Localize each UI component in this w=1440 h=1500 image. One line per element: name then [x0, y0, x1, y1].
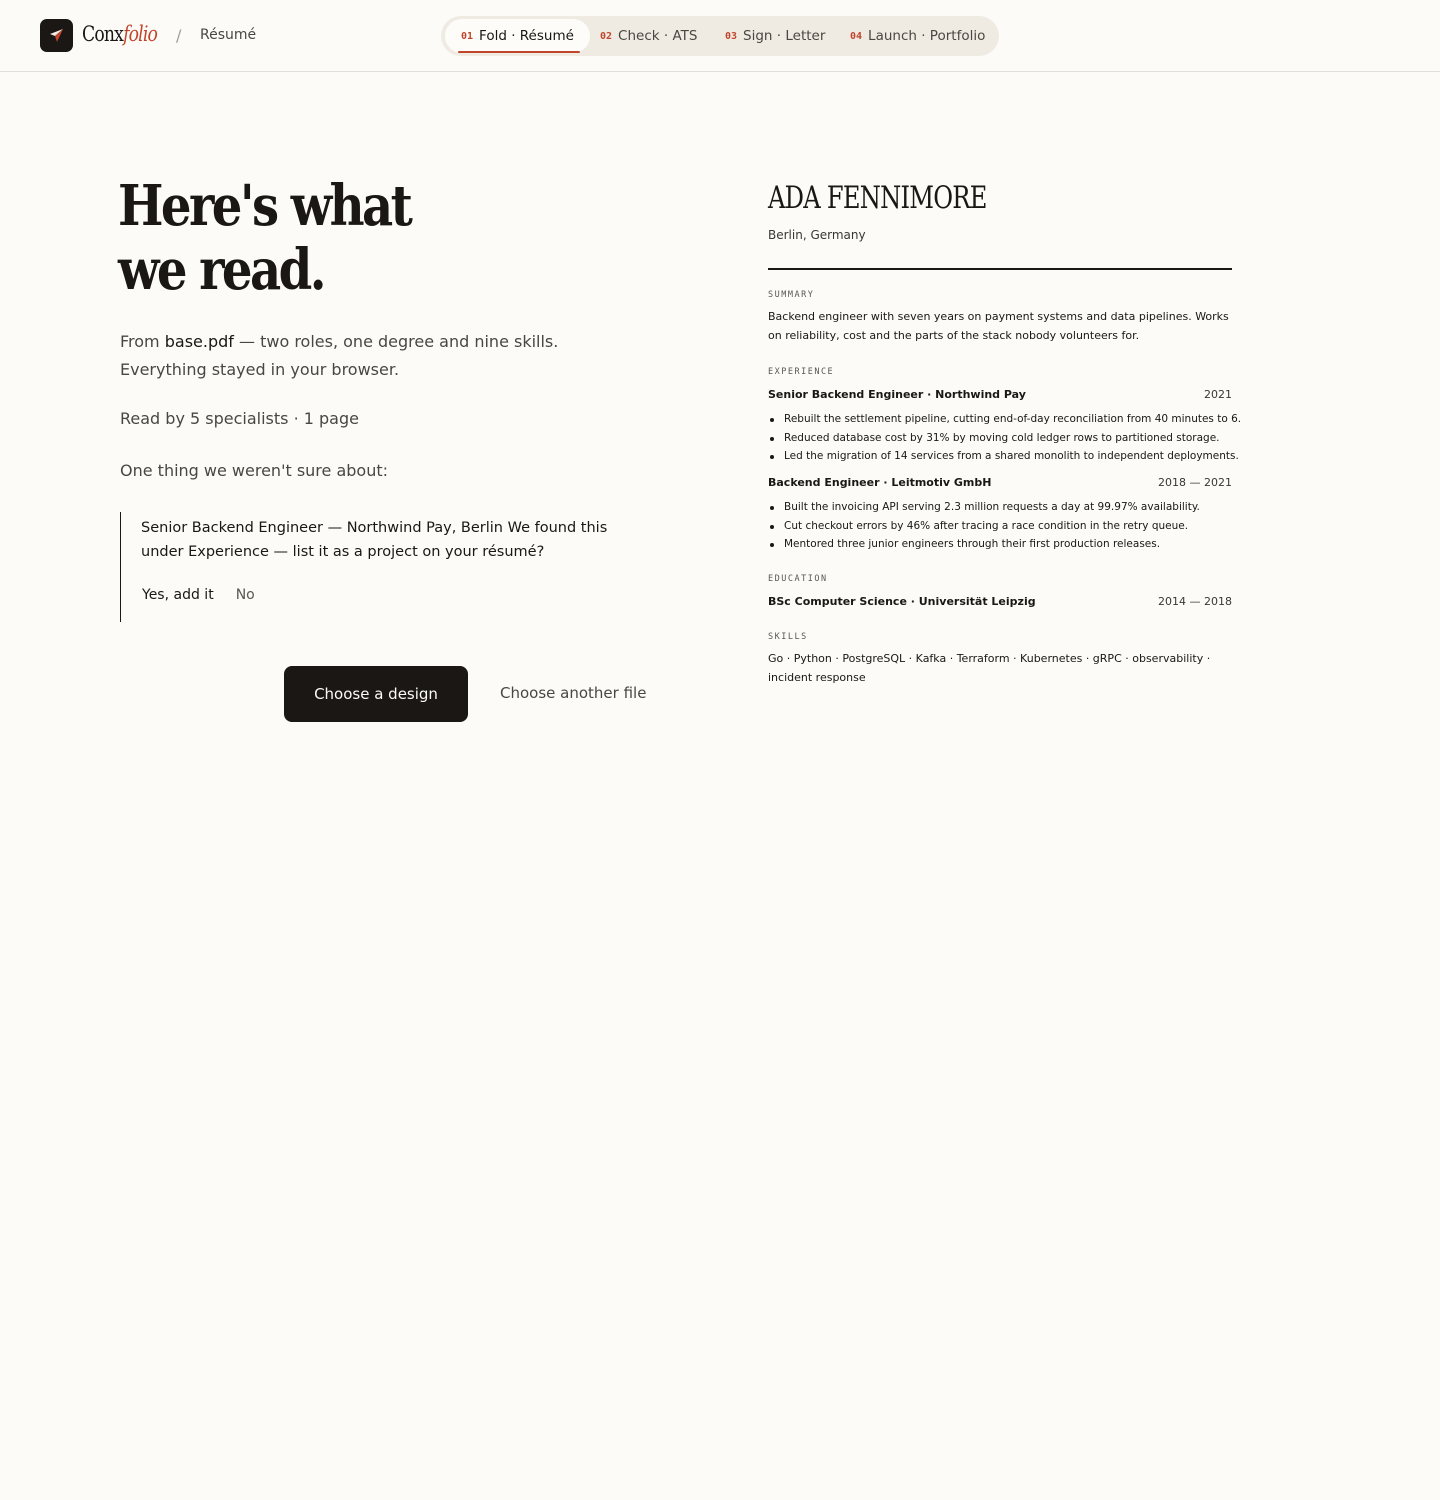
- step-label: Check · ATS: [618, 28, 698, 44]
- education-dates: 2014 — 2018: [1158, 595, 1232, 608]
- degree-title: BSc Computer Science · Universität Leipzig: [768, 595, 1036, 608]
- brand-accent: folio: [123, 22, 158, 46]
- tab-fold-resume[interactable]: [445, 19, 590, 53]
- yes-add-button[interactable]: Yes, add it: [142, 587, 214, 603]
- choose-another-file-link[interactable]: Choose another file: [500, 684, 647, 702]
- source-file-name: base.pdf: [164, 332, 234, 351]
- question-role: Senior Backend Engineer — Northwind Pay, Berlin: [141, 520, 503, 536]
- resume-location: Berlin, Germany: [768, 228, 866, 242]
- job-dates: 2018 — 2021: [1158, 476, 1232, 489]
- uncertain-label: One thing we weren't sure about:: [120, 461, 389, 480]
- tab-check-ats[interactable]: [584, 19, 713, 53]
- tab-launch-portfolio[interactable]: [834, 19, 1001, 53]
- job-title: Senior Backend Engineer · Northwind Pay: [768, 388, 1026, 401]
- question-body: We found this under Experience — list it as a project on your résumé?: [141, 520, 608, 560]
- intro-text: [120, 328, 600, 384]
- resume-name: ADA FENNIMORE: [768, 180, 987, 216]
- headline-line-1: Here's what: [118, 173, 411, 239]
- step-label: Fold · Résumé: [479, 28, 574, 44]
- logo-icon[interactable]: [40, 19, 73, 52]
- page-title: [118, 174, 479, 302]
- headline-line-2: we read.: [118, 237, 324, 303]
- skills-heading: SKILLS: [768, 632, 808, 642]
- step-number: 04: [850, 30, 863, 42]
- job-header: [768, 476, 1232, 489]
- list-item: Reduced database cost by 31% by moving cold ledger rows to partitioned storage.: [768, 429, 1232, 448]
- step-number: 01: [461, 30, 474, 42]
- step-label: Sign · Letter: [743, 28, 826, 44]
- breadcrumb-separator: /: [176, 26, 182, 45]
- list-item: Mentored three junior engineers through their first production releases.: [768, 535, 1232, 554]
- paper-plane-icon: [49, 28, 64, 43]
- tab-sign-letter[interactable]: [709, 19, 841, 53]
- list-item: Built the invoicing API serving 2.3 million requests a day at 99.97% availability.: [768, 498, 1232, 517]
- list-item: Led the migration of 14 services from a shared monolith to independent deployments.: [768, 447, 1232, 466]
- breadcrumb[interactable]: Résumé: [200, 27, 257, 43]
- answer-options: [142, 587, 255, 603]
- intro-suffix: — two roles, one degree and nine skills.: [239, 332, 559, 351]
- brand-main: Conx: [82, 22, 124, 46]
- privacy-note: Everything stayed in your browser.: [120, 360, 400, 379]
- experience-heading: EXPERIENCE: [768, 367, 835, 377]
- intro-prefix: From: [120, 332, 160, 351]
- job-dates: 2021: [1204, 388, 1232, 401]
- job-header: [768, 388, 1232, 401]
- clarification-question: [120, 512, 620, 622]
- education-heading: EDUCATION: [768, 574, 828, 584]
- top-bar: [0, 0, 1440, 72]
- skills-list: Go · Python · PostgreSQL · Kafka · Terraform · Kubernetes · gRPC · observability · incident response: [768, 652, 1211, 684]
- step-number: 02: [600, 30, 613, 42]
- step-label: Launch · Portfolio: [868, 28, 986, 44]
- list-item: Cut checkout errors by 46% after tracing a race condition in the retry queue.: [768, 517, 1232, 536]
- summary-text: Backend engineer with seven years on payment systems and data pipelines. Works on reliability, cost and the parts of the stack nobody volunteers for.: [768, 310, 1229, 342]
- read-meta: Read by 5 specialists · 1 page: [120, 409, 359, 428]
- step-tabs: [441, 16, 999, 56]
- summary-heading: SUMMARY: [768, 290, 815, 300]
- job-bullets: [768, 410, 1242, 466]
- resume-divider: [768, 268, 1232, 270]
- job-title: Backend Engineer · Leitmotiv GmbH: [768, 476, 992, 489]
- job-bullets: [768, 498, 1232, 554]
- choose-design-button[interactable]: Choose a design: [284, 666, 468, 722]
- no-button[interactable]: No: [235, 587, 255, 603]
- education-row: [768, 595, 1232, 608]
- list-item: Rebuilt the settlement pipeline, cutting end-of-day reconciliation from 40 minutes to 6.: [768, 410, 1232, 429]
- resume-preview: [768, 180, 1242, 684]
- step-number: 03: [725, 30, 738, 42]
- brand-name[interactable]: [82, 22, 157, 46]
- question-text: [141, 512, 620, 564]
